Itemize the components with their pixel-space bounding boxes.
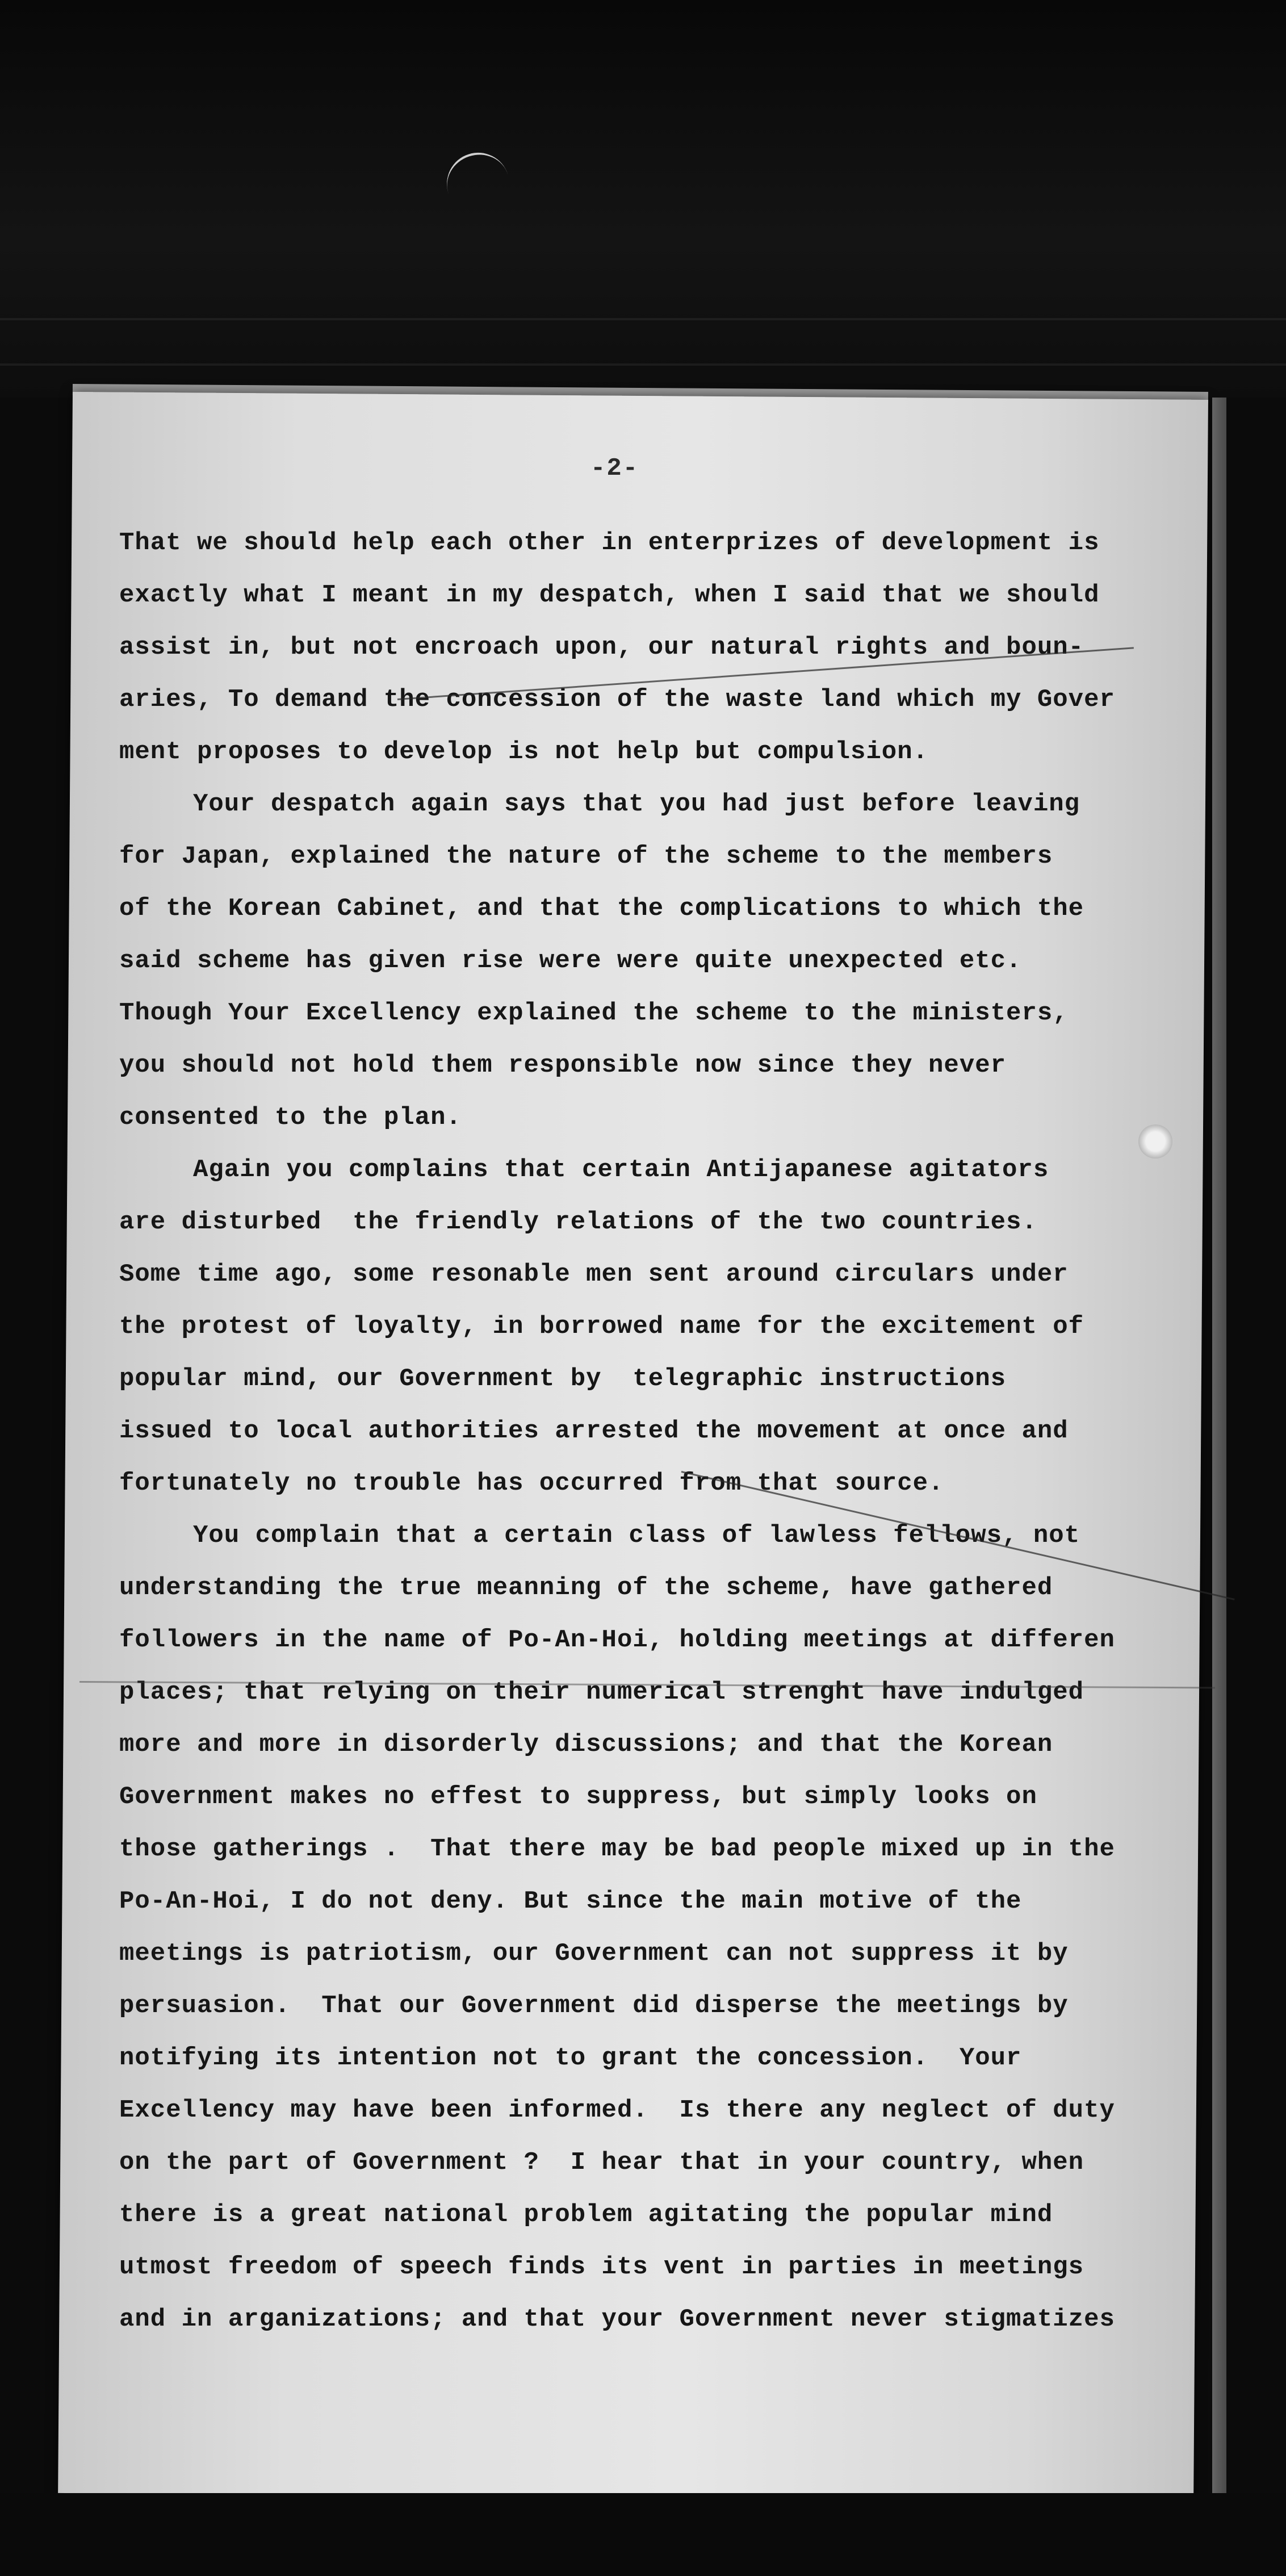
- text-line: understanding the true meanning of the scheme, have gathered: [119, 1574, 1053, 1602]
- text-line: Excellency may have been informed. Is there any neglect of duty: [119, 2096, 1115, 2125]
- film-scan-band: [0, 318, 1286, 320]
- text-line: assist in, but not encroach upon, our natural rights and boun-: [119, 633, 1084, 662]
- text-line: those gatherings . That there may be bad people mixed up in the: [119, 1835, 1115, 1863]
- paragraph-start-line: You complain that a certain class of lawless fellows, not: [193, 1521, 1080, 1550]
- text-line: are disturbed the friendly relations of the two countries.: [119, 1208, 1037, 1236]
- text-line: ment proposes to develop is not help but compulsion.: [119, 738, 929, 766]
- text-line: Some time ago, some resonable men sent around circulars under: [119, 1260, 1069, 1289]
- text-line: for Japan, explained the nature of the scheme to the members: [119, 842, 1053, 871]
- text-line: utmost freedom of speech finds its vent in parties in meetings: [119, 2253, 1084, 2281]
- text-line: fortunately no trouble has occurred from that source.: [119, 1469, 944, 1498]
- text-line: and in arganizations; and that your Government never stigmatizes: [119, 2305, 1115, 2334]
- film-scan-band: [0, 363, 1286, 366]
- text-line: aries, To demand the concession of the waste land which my Gover: [119, 685, 1115, 714]
- page-right-edge: [1212, 398, 1226, 2499]
- text-line: issued to local authorities arrested the movement at once and: [119, 1417, 1069, 1445]
- text-line: of the Korean Cabinet, and that the complications to which the: [119, 894, 1084, 923]
- text-line: more and more in disorderly discussions; and that the Korean: [119, 1730, 1053, 1759]
- page-number: -2-: [590, 454, 639, 483]
- text-line: exactly what I meant in my despatch, when I said that we should: [119, 581, 1100, 609]
- paragraph-start-line: Your despatch again says that you had just before leaving: [193, 790, 1080, 818]
- text-line: you should not hold them responsible now since they never: [119, 1051, 1007, 1080]
- text-line: consented to the plan.: [119, 1103, 462, 1132]
- text-line: Po-An-Hoi, I do not deny. But since the main motive of the: [119, 1887, 1022, 1916]
- text-line: on the part of Government ? I hear that in your country, when: [119, 2148, 1084, 2177]
- text-line: places; that relying on their numerical strenght have indulged: [119, 1678, 1084, 1707]
- text-line: Though Your Excellency explained the scheme to the ministers,: [119, 999, 1069, 1027]
- text-line: notifying its intention not to grant the concession. Your: [119, 2044, 1022, 2072]
- document-body: [119, 517, 1158, 2345]
- text-line: followers in the name of Po-An-Hoi, holding meetings at differen: [119, 1626, 1115, 1654]
- paragraph-start-line: Again you complains that certain Antijapanese agitators: [193, 1156, 1049, 1184]
- film-margin-top: [0, 0, 1286, 398]
- text-line: That we should help each other in enterprizes of development is: [119, 529, 1100, 557]
- text-line: said scheme has given rise were were quite unexpected etc.: [119, 947, 1022, 975]
- text-line: Government makes no effest to suppress, but simply looks on: [119, 1783, 1037, 1811]
- text-line: the protest of loyalty, in borrowed name for the excitement of: [119, 1312, 1084, 1341]
- film-margin-bottom: [0, 2493, 1286, 2576]
- text-line: there is a great national problem agitating the popular mind: [119, 2201, 1053, 2229]
- text-line: meetings is patriotism, our Government can not suppress it by: [119, 1939, 1069, 1968]
- text-line: persuasion. That our Government did disperse the meetings by: [119, 1992, 1069, 2020]
- text-line: popular mind, our Government by telegraphic instructions: [119, 1365, 1007, 1393]
